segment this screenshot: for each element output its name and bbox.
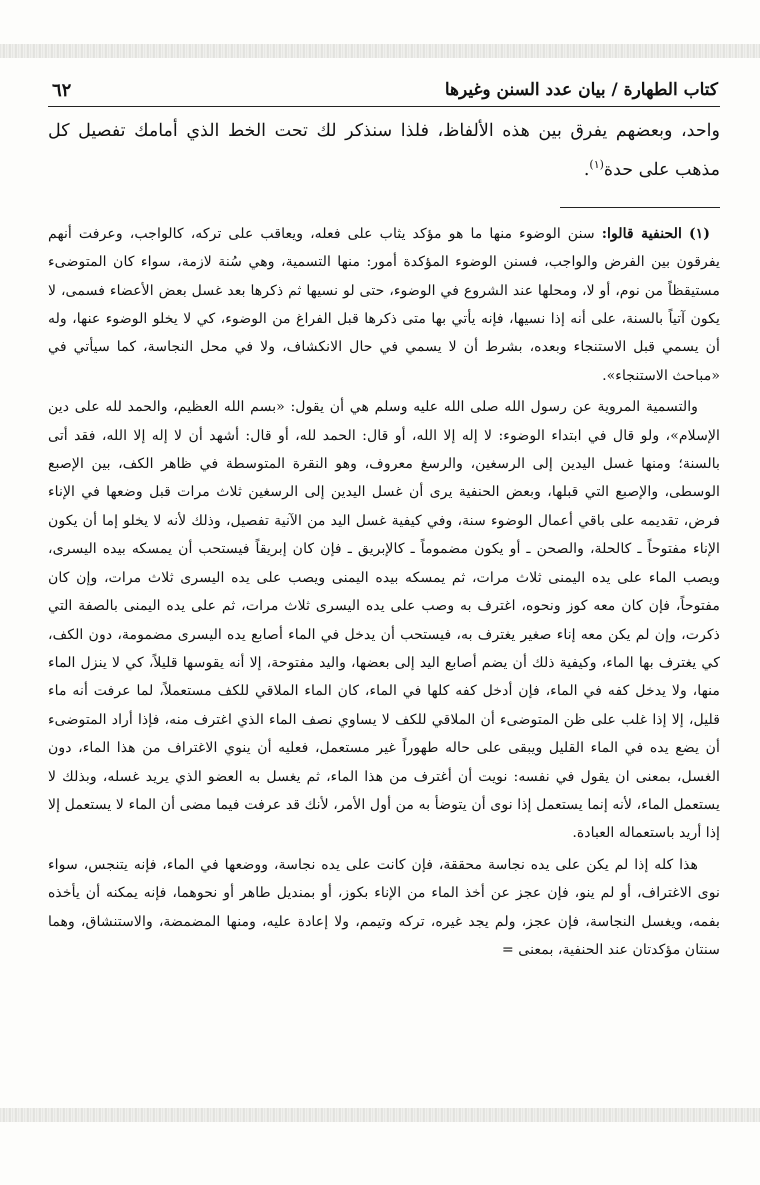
footnote-separator — [560, 207, 720, 208]
page-number: ٦٢ — [52, 79, 72, 101]
footnote-paragraph: هذا كله إذا لم يكن على يده نجاسة محققة، فإن كانت على يده نجاسة، ووضعها في الماء، فإنه يتنجس، سواء نوى الاغتراف، أو لم ينو، فإن عجز عن أخذ الماء من الإناء بكوز، أو بمنديل طاهر أو نحوهما، فإنه يمكنه أن يأخذه بفمه، ويغسل النجاسة، فإن عجز، ولم يجد غيره، تركه وتيمم، ولا إعادة عليه، ومنها المضمضة، والاستنشاق، وهما سنتان مؤكدتان عند الحنفية، بمعنى = — [48, 856, 720, 958]
footnote-lead: الحنفية قالوا: — [601, 225, 682, 242]
main-text-end: . — [583, 159, 590, 180]
footnote-reference: (١) — [589, 158, 604, 171]
page-scan-texture-top — [0, 44, 760, 58]
footnotes-section — [48, 220, 720, 965]
page-scan-texture-bottom — [0, 1108, 760, 1122]
main-text — [48, 115, 720, 187]
running-title: كتاب الطهارة / بيان عدد السنن وغيرها — [444, 80, 718, 100]
book-page — [48, 74, 720, 1094]
main-text-body: واحد، وبعضهم يفرق بين هذه الألفاظ، فلذا سنذكر لك تحت الخط الذي أمامك تفصيل كل مذهب على حدة — [48, 121, 720, 180]
footnote-text: سنن الوضوء منها ما هو مؤكد يثاب على فعله، ويعاقب على تركه، كالواجب، وعرفت أنهم يفرقون بين الفرض والواجب، فسنن الوضوء المؤكدة أمور: منها التسمية، وهي سُنة لازمة، سواء كان المتوضىء مستيقظاً من نوم، أو لا، ومحلها عند الشروع في الوضوء، حتى لو نسيها ثم ذكرها بعد غسل بعض الأعضاء فسمى، لا يكون آتياً بالسنة، على أنه إذا نسيها، فإنه يأتي بها متى ذكرها قبل الفراغ من الوضوء، كي لا يخلو الوضوء عنها، وله أن يسمي قبل الاستنجاء وبعده، بشرط أن لا يسمي في حال الانكشاف، ولا في محل النجاسة، كما سيأتي في «مباحث الاستنجاء». — [48, 225, 720, 384]
footnote-paragraph: والتسمية المروية عن رسول الله صلى الله عليه وسلم هي أن يقول: «بسم الله العظيم، والحمد لله على دين الإسلام»، ولو قال في ابتداء الوضوء: لا إله إلا الله، أو قال: الحمد لله، أو قال: أشهد أن لا إله إلا الله، فقد أتى بالسنة؛ ومنها غسل اليدين إلى الرسغين، والرسغ معروف، وهو النقرة المتوسطة في ظاهر الكف، بين الإصبع الوسطى، والإصبع التي قبلها، وبعض الحنفية يرى أن غسل اليدين إلى الرسغين ثلاث مرات قبل وضعها في الإناء فرض، تقديمه على باقي أعمال الوضوء سنة، وفي كيفية غسل اليد من الآنية تفصيل، وذلك لأنه لا يخلو إما أن يكون الإناء مفتوحاً ـ كالحلة، والصحن ـ أو يكون مضموماً ـ كالإبريق ـ فإن كان إبريقاً فيستحب أن يمسكه بيده اليسرى، ويصب الماء على يده اليمنى ثلاث مرات، ثم يمسكه بيده اليمنى ويصب على يده اليسرى ثلاث مرات، وإن كان مفتوحاً، فإن كان معه كوز ونحوه، اغترف به وصب على يده اليسرى ثلاث مرات، ثم على يده اليمنى بالصفة التي ذكرت، وإن لم يكن معه إناء صغير يغترف به، فيستحب أن يدخل في الماء أصابع يده اليسرى مضمومة، دون الكف، كي يغترف بها الماء، وكيفية ذلك أن يضم أصابع اليد إلى بعضها، واليد مفتوحة، إلا أنه يقوسها قليلاً، كي لا ينزل الماء منها، ولا يدخل كفه في الماء، فإن أدخل كفه كلها في الماء، كان الماء الملاقي للكف مستعملاً، لما عرفت أنه ماء قليل، إلا إذا غلب على ظن المتوضىء أن الملاقي للكف لا يساوي نصف الماء الذي اغترف منه، فإذا أراد المتوضىء أن يضع يده في الماء القليل ويبقى على حاله طهوراً غير مستعمل، فعليه أن ينوي الاغتراف من هذا الماء، دون الغسل، بمعنى ان يقول في نفسه: نويت أن أغترف من هذا الماء، ثم يغسل به العضو الذي يريد غسله، وبذلك لا يستعمل الماء، لأنه إنما يستعمل إذا نوى أن يتوضأ به من أول الأمر، لأنك قد عرفت فيما مضى أن الماء لا يستعمل إلا إذا أريد باستعماله العبادة. — [48, 399, 720, 842]
footnote-paragraph — [48, 220, 720, 390]
page-header — [48, 74, 720, 107]
footnote-number: (١) — [688, 225, 710, 242]
